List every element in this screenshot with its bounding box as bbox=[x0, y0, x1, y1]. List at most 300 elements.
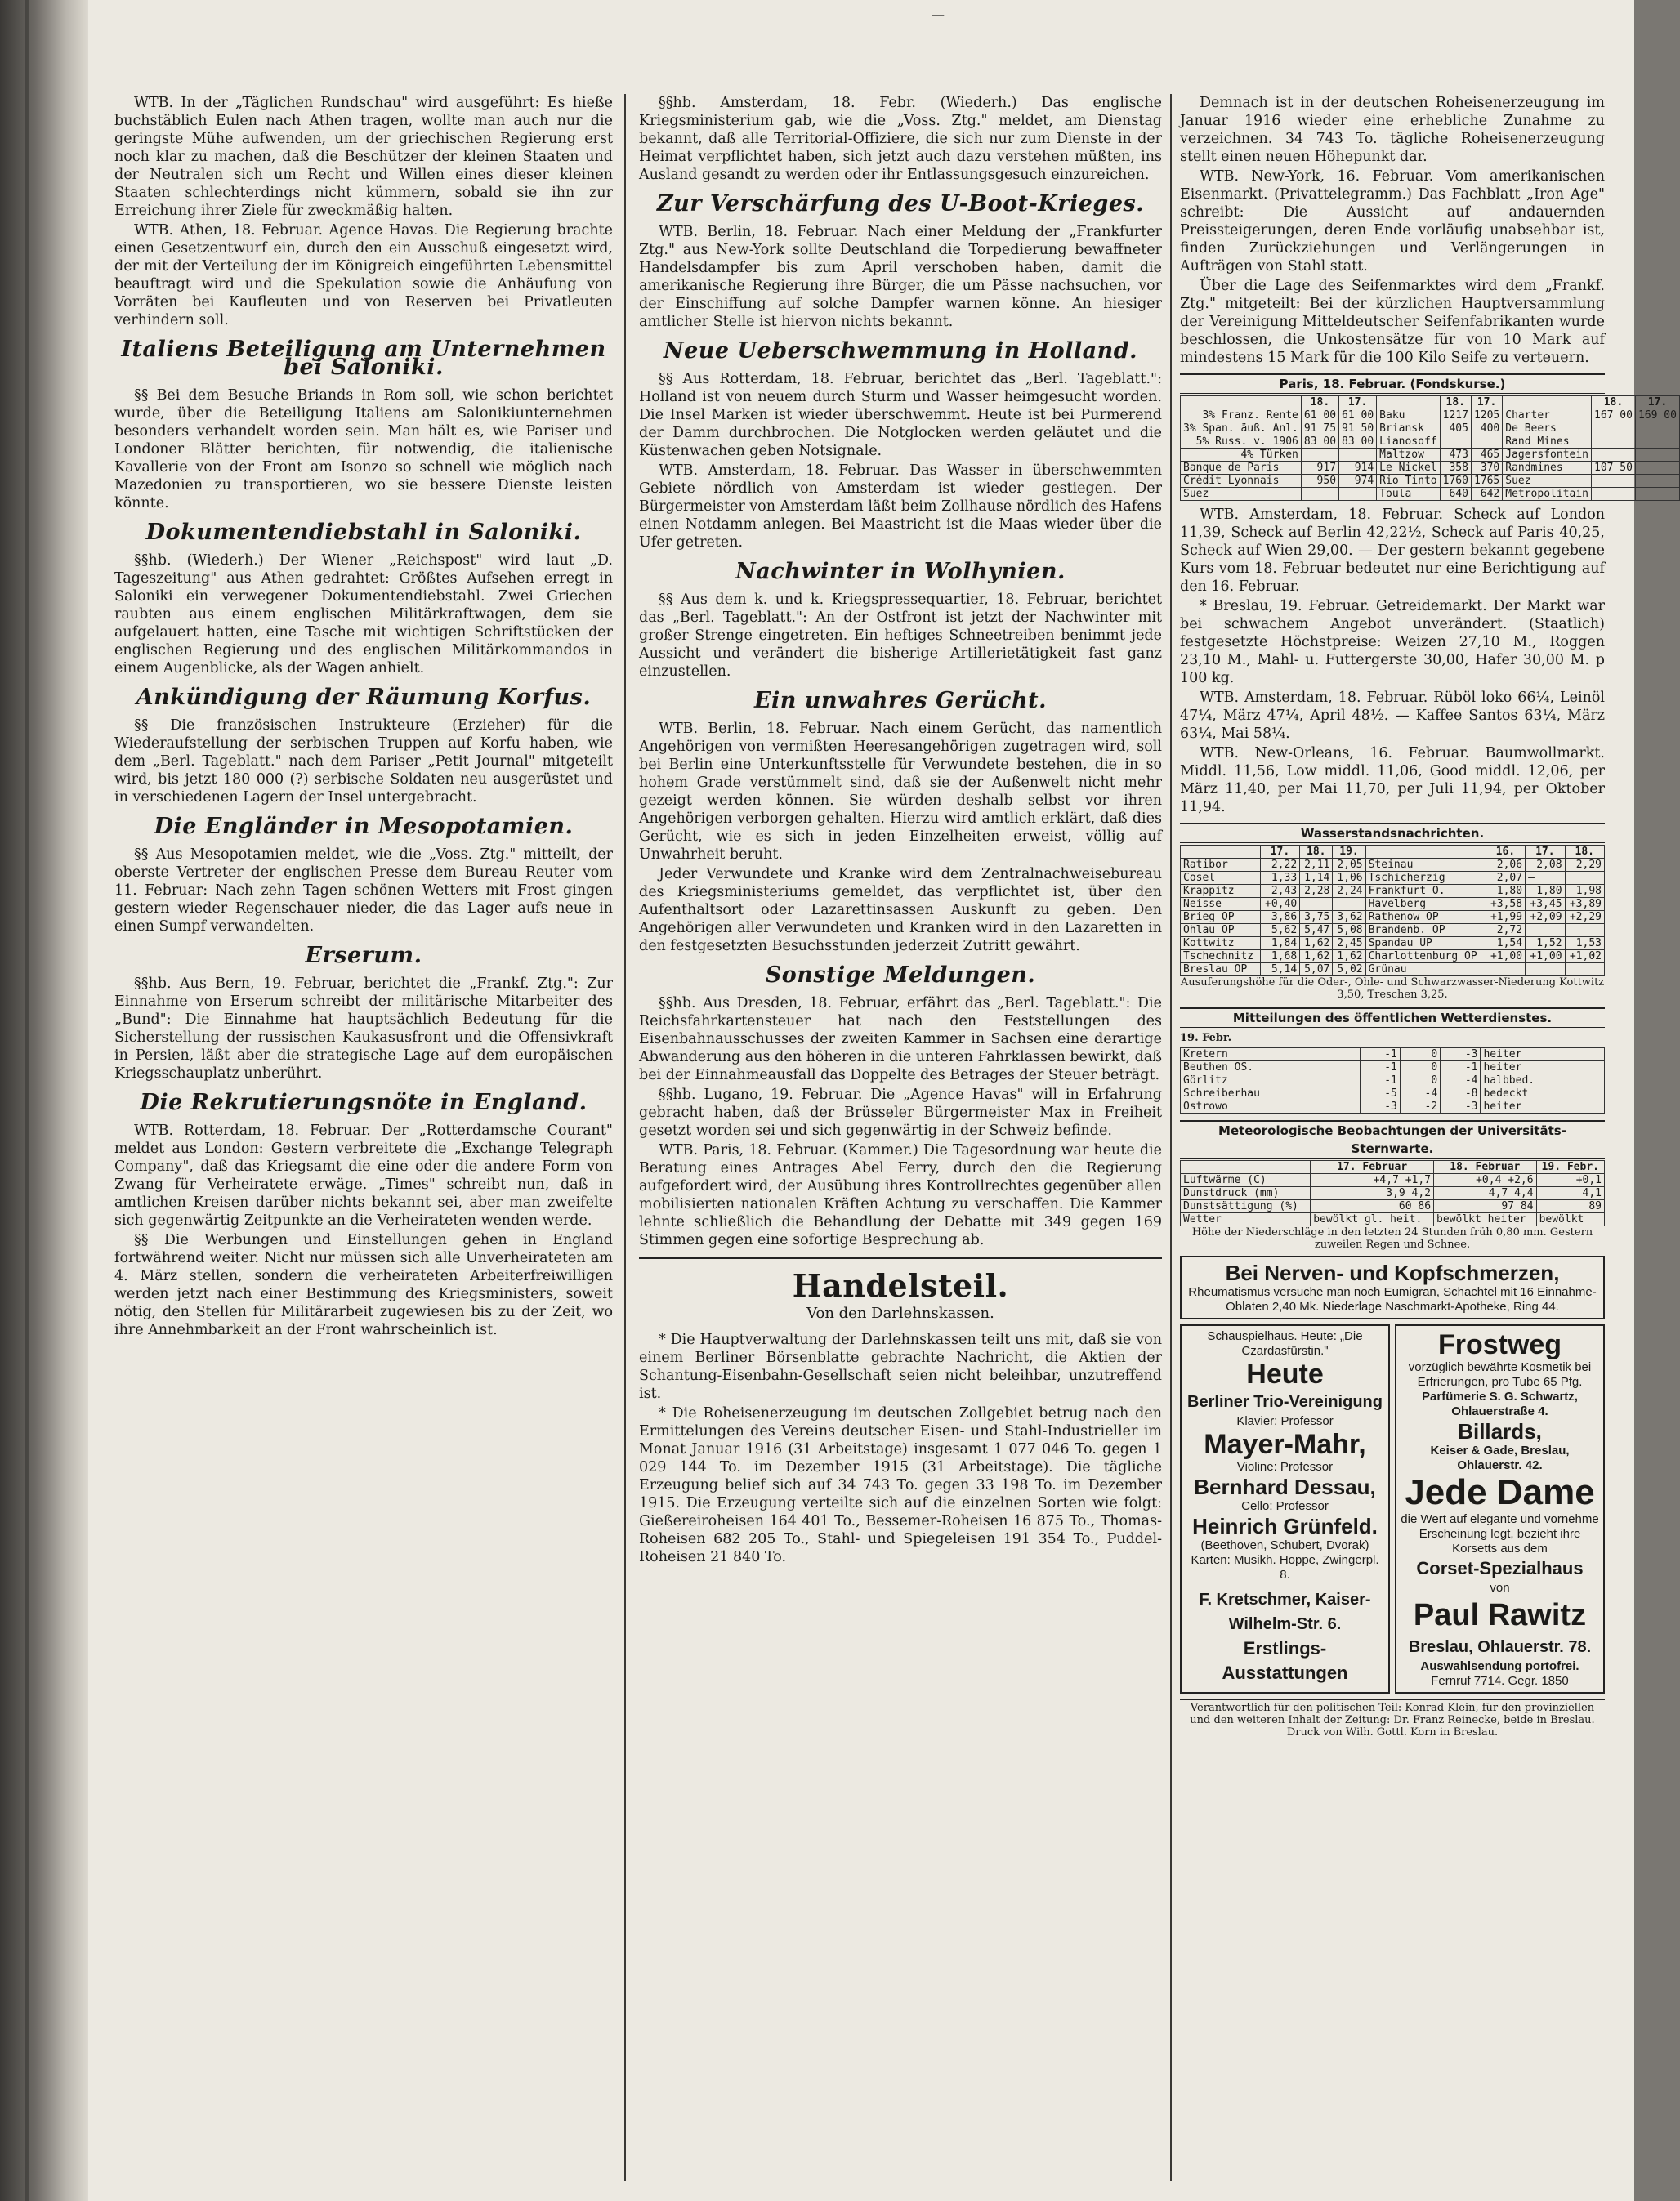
table-cell: Kretern bbox=[1181, 1048, 1361, 1061]
table-row bbox=[1181, 462, 1680, 475]
table-cell: 1,52 bbox=[1526, 937, 1565, 950]
table-cell: -1 bbox=[1360, 1048, 1400, 1061]
table-cell: 914 bbox=[1339, 462, 1377, 475]
article-paragraph: WTB. Rotterdam, 18. Februar. Der „Rotterdamsche Courant" meldet aus London: Gestern verbreitete die „Exchange Telegraph Company", daß das Kriegsamt die eine oder die andere Form von Zwang für Verheiratete erwäge. „Times" schreibt nun, daß in amtlichen Kreisen darüber nichts bekannt sei, aber man zweifelte sich gegenwärtig Zeitpunkte an die Verheirateten wenden werde. bbox=[114, 1123, 613, 1229]
table-cell: -3 bbox=[1441, 1100, 1481, 1114]
table-cell: 5,47 bbox=[1300, 924, 1333, 937]
table-cell: Le Nickel bbox=[1377, 462, 1440, 475]
table-cell: Ostrowo bbox=[1181, 1100, 1361, 1114]
table-cell bbox=[1526, 963, 1565, 976]
wasser-table-title: Wasserstandsnachrichten. bbox=[1180, 823, 1605, 843]
table-cell bbox=[1592, 435, 1636, 449]
table-cell: 3,62 bbox=[1333, 911, 1365, 924]
table-header: 18. bbox=[1565, 846, 1604, 859]
meteo-note: Höhe der Niederschläge in den letzten 24 Stunden früh 0,80 mm. Gestern zuweilen Regen und Schnee. bbox=[1191, 1226, 1593, 1251]
table-cell bbox=[1635, 435, 1679, 449]
table-cell: 1205 bbox=[1471, 409, 1502, 422]
table-cell: bewölkt gl. heit. bbox=[1311, 1213, 1434, 1226]
ad-rawitz-tel: Fernruf 7714. Gegr. 1850 bbox=[1431, 1674, 1569, 1688]
table-cell bbox=[1471, 435, 1502, 449]
ad-gruenfeld: Heinrich Grünfeld. bbox=[1192, 1514, 1378, 1538]
table-cell: 5,07 bbox=[1300, 963, 1333, 976]
table-cell: -4 bbox=[1400, 1087, 1440, 1100]
table-cell: 642 bbox=[1471, 488, 1502, 501]
table-cell: Rand Mines bbox=[1503, 435, 1592, 449]
table-cell: Baku bbox=[1377, 409, 1440, 422]
table-row bbox=[1181, 1074, 1605, 1087]
article-paragraph: §§ Die französischen Instrukteure (Erzieher) für die Wiederaufstellung der serbischen Truppen auf Korfu haben, wie dem „Berl. Tageblatt." nach dem Pariser „Petit Journal" mitgeteilt wird, bis jetzt 180 000 (?) serbische Soldaten neu ausgerüstet und in verschiedenen Lagern der Insel untergebracht. bbox=[114, 717, 613, 806]
table-row bbox=[1181, 872, 1605, 885]
headline: Italiens Beteiligung am Unternehmen bei Saloniki. bbox=[121, 337, 606, 380]
table-cell: Dunstsättigung (%) bbox=[1181, 1200, 1311, 1213]
table-header bbox=[1181, 1161, 1311, 1174]
table-cell: 3,86 bbox=[1260, 911, 1299, 924]
table-cell bbox=[1592, 422, 1636, 435]
table-cell: 4% Türken bbox=[1181, 449, 1302, 462]
table-cell: 61 00 bbox=[1339, 409, 1377, 422]
table-cell bbox=[1486, 963, 1525, 976]
table-cell bbox=[1339, 449, 1377, 462]
table-cell: 91 75 bbox=[1301, 422, 1338, 435]
table-header: 18. Februar bbox=[1434, 1161, 1537, 1174]
book-spine bbox=[0, 0, 88, 2201]
article-paragraph: WTB. New-York, 16. Februar. Vom amerikanischen Eisenmarkt. (Privattelegramm.) Das Fachblatt „Iron Age" schreibt: Die Aussicht auf andauernden Preissteigerungen, deren Ende vorläufig unabsehbar ist, finden Zurückziehungen und Verlängerungen in Aufträgen von Stahl statt. bbox=[1180, 168, 1605, 275]
table-row bbox=[1181, 422, 1680, 435]
table-cell bbox=[1300, 898, 1333, 911]
ad-schauspielhaus: Schauspielhaus. Heute: „Die Czardasfürstin." bbox=[1207, 1329, 1363, 1358]
table-cell: Görlitz bbox=[1181, 1074, 1361, 1087]
article-paragraph: §§hb. (Wiederh.) Der Wiener „Reichspost" wird laut „D. Tageszeitung" aus Athen gedrahtet: Größtes Aufsehen erregt in Saloniki ein verwegener Dokumentendiebstahl. Zwei Griechen raubten aus einem englischen Militärkraftwagen, dem sie aufgelauert hatten, eine Tasche mit wichtigen Schriftstücken der englischen Regierung und des englischen Militärkommandos in einem Augenblicke, als der Wagen anhielt. bbox=[114, 552, 613, 676]
table-header: 19. Febr. bbox=[1536, 1161, 1604, 1174]
table-cell bbox=[1339, 488, 1377, 501]
table-cell: Metropolitain bbox=[1503, 488, 1592, 501]
table-cell: 5% Russ. v. 1906 bbox=[1181, 435, 1302, 449]
article-paragraph: * Die Hauptverwaltung der Darlehnskassen teilt uns mit, daß sie von einem Berliner Börsenblatte gebrachte Nachricht, die Aktien der Schantung-Eisenbahn-Gesellschaft seien nicht beleihbar, unzutreffend ist. bbox=[639, 1332, 1162, 1402]
table-cell: 3,9 4,2 bbox=[1311, 1187, 1434, 1200]
table-cell: 1,62 bbox=[1300, 937, 1333, 950]
table-cell: 950 bbox=[1301, 475, 1338, 488]
table-header bbox=[1377, 396, 1440, 409]
table-cell bbox=[1440, 435, 1471, 449]
imprint-footer: Verantwortlich für den politischen Teil: Konrad Klein, für den provinziellen und den weiteren Inhalt der Zeitung: Dr. Franz Reinecke, beide in Breslau. Druck von Wilh. Gottl. Korn in Breslau. bbox=[1180, 1699, 1605, 1739]
table-cell: 4,1 bbox=[1536, 1187, 1604, 1200]
table-cell: 370 bbox=[1471, 462, 1502, 475]
ad-trio: Berliner Trio-Vereinigung bbox=[1187, 1393, 1383, 1411]
section-title-handelsteil: Handelsteil. bbox=[792, 1267, 1009, 1304]
table-cell: 107 50 bbox=[1592, 462, 1636, 475]
table-cell: Ohlau OP bbox=[1181, 924, 1261, 937]
table-header: 18. bbox=[1592, 396, 1636, 409]
table-cell: halbbed. bbox=[1481, 1074, 1605, 1087]
table-cell bbox=[1333, 898, 1365, 911]
meteo-table bbox=[1180, 1160, 1605, 1226]
table-cell: bedeckt bbox=[1481, 1087, 1605, 1100]
article-paragraph: Jeder Verwundete und Kranke wird dem Zentralnachweisebureau des Kriegsministeriums gemeldet, das verpflichtet ist, über den Aufenthaltsort oder Lazarettinsassen Auskunft zu geben. Den Angehörigen aller Verwundeten und Kranken wird in den Lazaretten in den festgesetzten Besuchsstunden jederzeit Zutritt gewährt. bbox=[639, 866, 1162, 954]
table-row bbox=[1181, 1174, 1605, 1187]
table-row bbox=[1181, 1061, 1605, 1074]
table-row bbox=[1181, 859, 1605, 872]
ad-kretschmer: F. Kretschmer, Kaiser-Wilhelm-Str. 6. bbox=[1199, 1591, 1371, 1633]
table-cell: Dunstdruck (mm) bbox=[1181, 1187, 1311, 1200]
ad-erstlings: Erstlings-Ausstattungen bbox=[1222, 1638, 1348, 1683]
table-cell: -1 bbox=[1441, 1061, 1481, 1074]
ad-rawitz-addr: Breslau, Ohlauerstr. 78. bbox=[1408, 1638, 1592, 1656]
table-cell: 91 50 bbox=[1339, 422, 1377, 435]
headline: Sonstige Meldungen. bbox=[765, 962, 1036, 988]
table-cell: 2,24 bbox=[1333, 885, 1365, 898]
table-cell: Havelberg bbox=[1365, 898, 1486, 911]
meteo-table-title: Meteorologische Beobachtungen der Universitäts-Sternwarte. bbox=[1180, 1120, 1605, 1159]
table-cell: 1,84 bbox=[1260, 937, 1299, 950]
table-cell: 1,68 bbox=[1260, 950, 1299, 963]
table-cell: 1765 bbox=[1471, 475, 1502, 488]
subheadline: Von den Darlehnskassen. bbox=[806, 1305, 994, 1322]
table-row bbox=[1181, 924, 1605, 937]
table-cell: Suez bbox=[1503, 475, 1592, 488]
section-divider bbox=[639, 1257, 1162, 1259]
column-1 bbox=[114, 94, 613, 1341]
table-cell: 1,62 bbox=[1300, 950, 1333, 963]
table-cell: 1,98 bbox=[1565, 885, 1604, 898]
table-cell: Charlottenburg OP bbox=[1365, 950, 1486, 963]
table-row bbox=[1181, 963, 1605, 976]
table-cell: bewölkt bbox=[1536, 1213, 1604, 1226]
table-cell: Cosel bbox=[1181, 872, 1261, 885]
table-cell: +0,40 bbox=[1260, 898, 1299, 911]
table-cell: Schreiberhau bbox=[1181, 1087, 1361, 1100]
table-cell: 167 00 bbox=[1592, 409, 1636, 422]
table-cell: +3,45 bbox=[1526, 898, 1565, 911]
table-cell: bewölkt heiter bbox=[1434, 1213, 1537, 1226]
table-cell: 83 00 bbox=[1339, 435, 1377, 449]
table-cell: Suez bbox=[1181, 488, 1302, 501]
table-row bbox=[1181, 475, 1680, 488]
table-cell: 1,62 bbox=[1333, 950, 1365, 963]
table-cell bbox=[1635, 488, 1679, 501]
article-paragraph: §§hb. Aus Dresden, 18. Februar, erfährt das „Berl. Tageblatt.": Die Reichsfahrkartensteuer hat nach den Feststellungen des Eisenbahnausschusses der zweiten Kammer in Sachsen eine derartige Abwanderung aus den höheren in die unteren Fahrklassen bewirkt, daß bei der Einnahmeausfall das Doppelte des Betrages der Steuer beträgt. bbox=[639, 995, 1162, 1083]
table-cell bbox=[1301, 488, 1338, 501]
table-cell: 97 84 bbox=[1434, 1200, 1537, 1213]
ad-nerven bbox=[1180, 1256, 1605, 1319]
table-cell: 974 bbox=[1339, 475, 1377, 488]
table-row bbox=[1181, 937, 1605, 950]
headline: Nachwinter in Wolhynien. bbox=[735, 559, 1066, 584]
table-cell: Wetter bbox=[1181, 1213, 1311, 1226]
article-paragraph: Demnach ist in der deutschen Roheisenerzeugung im Januar 1916 wieder eine erhebliche Zunahme zu verzeichnen. 34 743 To. tägliche Roheisenerzeugung stellt einen neuen Höhepunkt dar. bbox=[1180, 95, 1605, 165]
article-paragraph: §§hb. Aus Bern, 19. Februar, berichtet die „Frankf. Ztg.": Zur Einnahme von Erserum schreibt der militärische Mitarbeiter des „Bund": Die Einnahme hat hauptsächlich Bedeutung für die Sicherstellung der russischen Kaukasusfront und die Offensivkraft in Persien, läßt aber die strategische Lage auf dem europäischen Kriegsschauplatz unberührt. bbox=[114, 975, 613, 1082]
article-paragraph: Über die Lage des Seifenmarktes wird dem „Frankf. Ztg." mitgeteilt: Bei der kürzlichen Hauptversammlung der Vereinigung Mitteldeutscher Seifenfabrikanten wurde beschlossen, die Unkostensätze für von 10 Mark auf mindestens 15 Mark für die 100 Kilo Seife zu verteuern. bbox=[1180, 278, 1605, 366]
table-cell bbox=[1565, 872, 1604, 885]
table-header bbox=[1181, 396, 1302, 409]
table-cell: De Beers bbox=[1503, 422, 1592, 435]
table-cell: 0 bbox=[1400, 1048, 1440, 1061]
table-cell: 473 bbox=[1440, 449, 1471, 462]
table-cell: -8 bbox=[1441, 1087, 1481, 1100]
table-cell: Rathenow OP bbox=[1365, 911, 1486, 924]
table-cell: 1,06 bbox=[1333, 872, 1365, 885]
page-mark: — bbox=[932, 7, 945, 22]
table-cell: +1,02 bbox=[1565, 950, 1604, 963]
article-paragraph: §§hb. Lugano, 19. Februar. Die „Agence Havas" will in Erfahrung gebracht haben, daß der Brüsseler Bürgermeister Max in Freiheit gesetzt worden sei und sich gegenwärtig in der Schweiz befinde. bbox=[639, 1087, 1162, 1139]
ad-rawitz-send: Auswahlsendung portofrei. bbox=[1420, 1659, 1579, 1673]
article-paragraph: §§ Die Werbungen und Einstellungen gehen in England fortwährend weiter. Nicht nur müssen sich alle Unverheirateten am 4. März stellen, sondern die verheirateten Arbeiterfreiwilligen werden jetzt nach einer Bestimmung des Kriegsministers, soweit nötig, den Stellen für Militärarbeit zugewiesen bis zu der Zeit, wo ihre Annehmbarkeit an der Front wahrscheinlich ist. bbox=[114, 1232, 613, 1338]
table-cell: 2,11 bbox=[1300, 859, 1333, 872]
column-rule bbox=[1170, 94, 1172, 2181]
wasser-note: Ausuferungshöhe für die Oder-, Ohle- und Schwarzwasser-Niederung Kottwitz 3,50, Treschen 3,25. bbox=[1180, 976, 1605, 1001]
table-cell: Maltzow bbox=[1377, 449, 1440, 462]
table-cell: Frankfurt O. bbox=[1365, 885, 1486, 898]
article-paragraph: §§hb. Amsterdam, 18. Febr. (Wiederh.) Das englische Kriegsministerium gab, wie die „Voss. Ztg." meldet, am Dienstag bekannt, daß alle Territorial-Offiziere, die sich nur zum Dienste in der Heimat verpflichtet haben, sich jetzt auch dazu verstehen müßten, ins Ausland gesandt zu werden oder ihr Entlassungsgesuch einzureichen. bbox=[639, 95, 1162, 183]
article-paragraph: WTB. Athen, 18. Februar. Agence Havas. Die Regierung brachte einen Gesetzentwurf ein, durch den ein Ausschuß eingesetzt wird, der mit der Verteilung der im Königreich eingeführten Lebensmittel beauftragt wird und die Spekulation sowie die Anhäufung von Vorräten bei Kaufleuten und von Reserven bei Privatleuten verhindern soll. bbox=[114, 222, 613, 328]
table-cell: +3,89 bbox=[1565, 898, 1604, 911]
table-cell: heiter bbox=[1481, 1048, 1605, 1061]
table-cell: Kottwitz bbox=[1181, 937, 1261, 950]
table-cell: Neisse bbox=[1181, 898, 1261, 911]
table-cell bbox=[1592, 449, 1636, 462]
table-cell: +1,99 bbox=[1486, 911, 1525, 924]
table-cell: Lianosoff bbox=[1377, 435, 1440, 449]
table-cell: 917 bbox=[1301, 462, 1338, 475]
table-row bbox=[1181, 1100, 1605, 1114]
ad-right bbox=[1395, 1324, 1605, 1694]
table-cell: +3,58 bbox=[1486, 898, 1525, 911]
table-header: 18. bbox=[1300, 846, 1333, 859]
ad-grid bbox=[1180, 1324, 1605, 1694]
table-cell: Beuthen OS. bbox=[1181, 1061, 1361, 1074]
headline: Erserum. bbox=[305, 943, 422, 968]
table-row bbox=[1181, 950, 1605, 963]
table-cell bbox=[1635, 475, 1679, 488]
headline: Ein unwahres Gerücht. bbox=[753, 688, 1048, 713]
column-3 bbox=[1180, 94, 1677, 1739]
table-cell bbox=[1565, 924, 1604, 937]
table-cell: 83 00 bbox=[1301, 435, 1338, 449]
table-cell: 2,29 bbox=[1565, 859, 1604, 872]
article-paragraph: §§ Bei dem Besuche Briands in Rom soll, wie schon berichtet wurde, über die Beteiligung Italiens am Salonikiunternehmen besonders verhandelt worden sein. Man hält es, wie Pariser und Londoner Blätter berichten, für notwendig, die italienische Kavallerie von der Front am Isonzo so schnell wie möglich nach Mazedonien zu transportieren, wo sie bessere Dienste leisten könnte. bbox=[114, 387, 613, 511]
ad-mayer: Mayer-Mahr, bbox=[1204, 1429, 1366, 1460]
table-cell bbox=[1565, 963, 1604, 976]
ad-keiser-gade: Keiser & Gade, Breslau, Ohlauerstr. 42. bbox=[1430, 1444, 1570, 1472]
ad-label: Violine: Professor bbox=[1236, 1460, 1334, 1474]
table-header: 17. Februar bbox=[1311, 1161, 1434, 1174]
article-paragraph: WTB. In der „Täglichen Rundschau" wird ausgeführt: Es hieße buchstäblich Eulen nach Athen tragen, wollte man auch nur die geringste Mühe aufwenden, um der griechischen Regierung erst noch klar zu machen, daß die Beschützer der kleinen Staaten und der Neutralen sich um Recht und Willen eines dieser kleinen Staaten schlechterdings nicht kümmern, sobald sie ihn zur Erreichung ihrer Ziele für zweckmäßig halten. bbox=[114, 95, 613, 219]
table-cell: 1217 bbox=[1440, 409, 1471, 422]
table-cell: 89 bbox=[1536, 1200, 1604, 1213]
table-cell: Krappitz bbox=[1181, 885, 1261, 898]
ad-concert bbox=[1180, 1324, 1390, 1694]
ad-billards: Billards, bbox=[1458, 1419, 1542, 1444]
ad-text: Rheumatismus versuche man noch Eumigran, Schachtel mit 16 Einnahme-Oblaten 2,40 Mk. Niederlage Naschmarkt-Apotheke, Ring 44. bbox=[1188, 1285, 1597, 1314]
article-paragraph: WTB. Berlin, 18. Februar. Nach einer Meldung der „Frankfurter Ztg." aus New-York sollte Deutschland die Torpedierung bewaffneter Handelsdampfer bis zum April verschoben haben, damit die amerikanische Regierung ihre Bürger, die um Pässe nachsuchen, vor der Einschiffung auf solche Dampfer warnen könne. An hiesiger amtlicher Stelle ist hiervon nichts bekannt. bbox=[639, 224, 1162, 330]
table-cell: +1,00 bbox=[1526, 950, 1565, 963]
table-cell: Ratibor bbox=[1181, 859, 1261, 872]
table-cell: Brandenb. OP bbox=[1365, 924, 1486, 937]
table-cell: 2,72 bbox=[1486, 924, 1525, 937]
table-cell: heiter bbox=[1481, 1100, 1605, 1114]
ad-title: Bei Nerven- und Kopfschmerzen, bbox=[1225, 1261, 1560, 1285]
table-cell: 1,80 bbox=[1486, 885, 1525, 898]
table-row bbox=[1181, 1200, 1605, 1213]
table-cell: Randmines bbox=[1503, 462, 1592, 475]
table-cell: 5,14 bbox=[1260, 963, 1299, 976]
table-cell: 1760 bbox=[1440, 475, 1471, 488]
headline: Die Rekrutierungsnöte in England. bbox=[140, 1090, 588, 1115]
table-header: 17. bbox=[1471, 396, 1502, 409]
table-cell: 2,08 bbox=[1526, 859, 1565, 872]
table-row bbox=[1181, 488, 1680, 501]
table-cell bbox=[1635, 422, 1679, 435]
table-cell: Spandau UP bbox=[1365, 937, 1486, 950]
wetter-table bbox=[1180, 1047, 1605, 1114]
table-cell: 3% Franz. Rente bbox=[1181, 409, 1302, 422]
table-row bbox=[1181, 1187, 1605, 1200]
table-cell: 1,14 bbox=[1300, 872, 1333, 885]
table-cell: +0,4 +2,6 bbox=[1434, 1174, 1537, 1187]
ad-program: (Beethoven, Schubert, Dvorak) Karten: Musikh. Hoppe, Zwingerpl. 8. bbox=[1191, 1538, 1379, 1582]
ad-jede-text: die Wert auf elegante und vornehme Erscheinung legt, bezieht ihre Korsetts aus dem bbox=[1401, 1512, 1599, 1556]
table-cell: 2,07 bbox=[1486, 872, 1525, 885]
table-cell: 2,06 bbox=[1486, 859, 1525, 872]
table-cell: Tschechnitz bbox=[1181, 950, 1261, 963]
table-header: 16. bbox=[1486, 846, 1525, 859]
headline: Dokumentendiebstahl in Saloniki. bbox=[145, 520, 582, 545]
table-cell: Rio Tinto bbox=[1377, 475, 1440, 488]
table-row bbox=[1181, 1087, 1605, 1100]
article-paragraph: * Die Roheisenerzeugung im deutschen Zollgebiet betrug nach den Ermittelungen des Vereins deutscher Eisen- und Stahl-Industrieller im Monat Januar 1916 (31 Arbeitstage) insgesamt 1 077 046 To. gegen 1 029 144 To. im Dezember 1915 (31 Arbeitstage). Die tägliche Erzeugung belief sich auf 34 743 To. gegen 33 198 To. im Dezember 1915. Die Erzeugung verteilte sich auf die einzelnen Sorten wie folgt: Gießereiroheisen 164 401 To., Bessemer-Roheisen 16 875 To., Thomas-Roheisen 682 205 To., Stahl- und Spiegeleisen 191 354 To., Puddel-Roheisen 21 840 To. bbox=[639, 1405, 1162, 1565]
table-cell: heiter bbox=[1481, 1061, 1605, 1074]
table-cell: 1,53 bbox=[1565, 937, 1604, 950]
table-cell: -1 bbox=[1360, 1061, 1400, 1074]
table-cell: 400 bbox=[1471, 422, 1502, 435]
table-cell: 2,22 bbox=[1260, 859, 1299, 872]
table-cell: Brieg OP bbox=[1181, 911, 1261, 924]
table-cell: Briansk bbox=[1377, 422, 1440, 435]
article-paragraph: §§ Aus Rotterdam, 18. Februar, berichtet das „Berl. Tageblatt.": Holland ist von neuem durch Sturm und Wasser heimgesucht worden. Die Insel Marken ist wieder überschwemmt. Heute ist bei Purmerend der Damm durchbrochen. Die Notglocken werden geläutet und die Küstenwachen geben Notsignale. bbox=[639, 371, 1162, 459]
column-2 bbox=[639, 94, 1162, 1568]
table-cell: 169 00 bbox=[1635, 409, 1679, 422]
table-cell: 4,7 4,4 bbox=[1434, 1187, 1537, 1200]
wetter-date: 19. Febr. bbox=[1180, 1032, 1232, 1044]
table-row bbox=[1181, 409, 1680, 422]
table-cell: +2,29 bbox=[1565, 911, 1604, 924]
article-paragraph: WTB. Amsterdam, 18. Februar. Das Wasser in überschwemmten Gebiete nördlich von Amsterdam ist wieder gestiegen. Der Bürgermeister von Amsterdam läßt beim Zollhause nördlich des Hafens einen Notdamm anlegen. Bei Maastricht ist die Maas wieder über die Ufer getreten. bbox=[639, 462, 1162, 551]
table-cell: 0 bbox=[1400, 1074, 1440, 1087]
table-cell: 1,54 bbox=[1486, 937, 1525, 950]
table-row bbox=[1181, 885, 1605, 898]
table-cell: 5,08 bbox=[1333, 924, 1365, 937]
table-header bbox=[1181, 846, 1261, 859]
article-paragraph: WTB. Berlin, 18. Februar. Nach einem Gerücht, das namentlich Angehörigen von vermißten Heeresangehörigen zugetragen wird, soll bei Berlin eine Unterkunftsstelle für Verwundete bestehen, die in so hohem Grade verstümmelt sind, daß sie der Außenwelt nicht mehr gezeigt werden können. Sie würden deshalb selbst vor ihren Angehörigen verborgen gehalten. Hierzu wird amtlich erklärt, daß dies Gerücht, wie es sich in jeden Einzelheiten erweist, völlig auf Unwahrheit beruht. bbox=[639, 721, 1162, 863]
ad-von: von bbox=[1490, 1581, 1510, 1595]
table-cell: 1,33 bbox=[1260, 872, 1299, 885]
paris-table-title: Paris, 18. Februar. (Fondskurse.) bbox=[1180, 373, 1605, 394]
table-cell: -2 bbox=[1400, 1100, 1440, 1114]
table-cell bbox=[1592, 488, 1636, 501]
ad-frostweg-text: vorzüglich bewährte Kosmetik bei Erfrierungen, pro Tube 65 Pfg. bbox=[1408, 1360, 1592, 1389]
paris-fondskurse-table bbox=[1180, 395, 1680, 501]
ad-rawitz: Paul Rawitz bbox=[1413, 1598, 1587, 1632]
table-cell: -3 bbox=[1441, 1048, 1481, 1061]
table-cell: Banque de Paris bbox=[1181, 462, 1302, 475]
table-cell: Breslau OP bbox=[1181, 963, 1261, 976]
ad-corset: Corset-Spezialhaus bbox=[1416, 1558, 1584, 1578]
table-cell: +2,09 bbox=[1526, 911, 1565, 924]
table-cell: Grünau bbox=[1365, 963, 1486, 976]
article-paragraph: * Breslau, 19. Februar. Getreidemarkt. Der Markt war bei schwachem Angebot unverändert. (Staatlich) festgesetzte Höchstpreise: Weizen 27,10 M., Roggen 23,10 M., Mahl- u. Futtergerste 30,00, Hafer 30,00 M. p 100 kg. bbox=[1180, 598, 1605, 686]
table-row bbox=[1181, 1213, 1605, 1226]
table-cell: Jagersfontein bbox=[1503, 449, 1592, 462]
table-cell: 0 bbox=[1400, 1061, 1440, 1074]
table-header: 17. bbox=[1526, 846, 1565, 859]
table-cell: Charter bbox=[1503, 409, 1592, 422]
table-header: 17. bbox=[1339, 396, 1377, 409]
table-cell bbox=[1635, 462, 1679, 475]
headline: Ankündigung der Räumung Korfus. bbox=[136, 685, 592, 710]
article-paragraph: WTB. New-Orleans, 16. Februar. Baumwollmarkt. Middl. 11,56, Low middl. 11,06, Good middl. 12,06, per März 11,40, per Mai 11,70, per Juli 11,94, per Oktober 11,94. bbox=[1180, 745, 1605, 815]
table-header: 18. bbox=[1301, 396, 1338, 409]
table-cell: — bbox=[1526, 872, 1565, 885]
table-cell bbox=[1635, 449, 1679, 462]
table-header: 17. bbox=[1260, 846, 1299, 859]
table-row bbox=[1181, 449, 1680, 462]
table-header: 17. bbox=[1635, 396, 1679, 409]
table-header bbox=[1503, 396, 1592, 409]
table-cell: -1 bbox=[1360, 1074, 1400, 1087]
ad-jede-dame: Jede Dame bbox=[1405, 1472, 1595, 1512]
ad-frostweg: Frostweg bbox=[1437, 1329, 1562, 1360]
table-cell: Tschicherzig bbox=[1365, 872, 1486, 885]
ad-heute: Heute bbox=[1246, 1359, 1324, 1390]
wasserstand-table bbox=[1180, 845, 1605, 976]
table-cell: 640 bbox=[1440, 488, 1471, 501]
article-paragraph: §§ Aus dem k. und k. Kriegspressequartier, 18. Februar, berichtet das „Berl. Tageblatt.": An der Ostfront ist jetzt der Nachwinter mit großer Strenge eingetreten. Ein heftiges Schneetreiben benimmt jede Aussicht und verändert die bisherige Artillerietätigkeit fast ganz einzustellen. bbox=[639, 592, 1162, 680]
table-cell: -3 bbox=[1360, 1100, 1400, 1114]
table-cell: 61 00 bbox=[1301, 409, 1338, 422]
wetter-table-title: Mitteilungen des öffentlichen Wetterdienstes. bbox=[1180, 1007, 1605, 1028]
table-cell: 358 bbox=[1440, 462, 1471, 475]
table-cell: Luftwärme (C) bbox=[1181, 1174, 1311, 1187]
table-cell: 1,80 bbox=[1526, 885, 1565, 898]
headline: Neue Ueberschwemmung in Holland. bbox=[663, 338, 1138, 364]
table-cell: +0,1 bbox=[1536, 1174, 1604, 1187]
ad-label: Cello: Professor bbox=[1241, 1499, 1329, 1513]
table-cell: +1,00 bbox=[1486, 950, 1525, 963]
article-paragraph: §§ Aus Mesopotamien meldet, wie die „Voss. Ztg." mitteilt, der oberste Vertreter der englischen Presse dem Bureau Reuter vom 11. Februar: Nach zehn Tagen schönen Wetters mit Frost gingen gestern wieder Regenschauer nieder, die das Lager aufs neue in einen Sumpf verwandelten. bbox=[114, 846, 613, 935]
table-cell: +4,7 +1,7 bbox=[1311, 1174, 1434, 1187]
table-cell: Crédit Lyonnais bbox=[1181, 475, 1302, 488]
ad-label: Klavier: Professor bbox=[1236, 1414, 1334, 1428]
ad-schwartz: Parfümerie S. G. Schwartz, Ohlauerstraße 4. bbox=[1422, 1390, 1578, 1418]
table-cell: 2,28 bbox=[1300, 885, 1333, 898]
table-cell: Toula bbox=[1377, 488, 1440, 501]
table-cell: 405 bbox=[1440, 422, 1471, 435]
table-row bbox=[1181, 1048, 1605, 1061]
table-cell: -5 bbox=[1360, 1087, 1400, 1100]
table-row bbox=[1181, 911, 1605, 924]
table-row bbox=[1181, 898, 1605, 911]
table-cell: 5,62 bbox=[1260, 924, 1299, 937]
ad-dessau: Bernhard Dessau, bbox=[1194, 1475, 1376, 1499]
table-header: 19. bbox=[1333, 846, 1365, 859]
newspaper-page bbox=[92, 57, 1677, 2190]
table-cell: 3,75 bbox=[1300, 911, 1333, 924]
table-cell: -4 bbox=[1441, 1074, 1481, 1087]
article-paragraph: WTB. Amsterdam, 18. Februar. Rüböl loko 66¼, Leinöl 47¼, März 47¼, April 48½. — Kaffee Santos 63¼, März 63¼, Mai 58¼. bbox=[1180, 690, 1605, 742]
table-cell: 60 86 bbox=[1311, 1200, 1434, 1213]
headline: Die Engländer in Mesopotamien. bbox=[154, 814, 574, 839]
article-paragraph: WTB. Paris, 18. Februar. (Kammer.) Die Tagesordnung war heute die Beratung eines Antrages Abel Ferry, durch den die Regierung aufgefordert wird, der Ausübung ihres Kontrollrechtes gegenüber allen mobilisierten nationalen Kräften Achtung zu verschaffen. Die Kammer lehnte schließlich die Behandlung der Debatte mit 349 gegen 169 Stimmen gegen eine sofortige Besprechung ab. bbox=[639, 1142, 1162, 1248]
table-cell: 2,45 bbox=[1333, 937, 1365, 950]
